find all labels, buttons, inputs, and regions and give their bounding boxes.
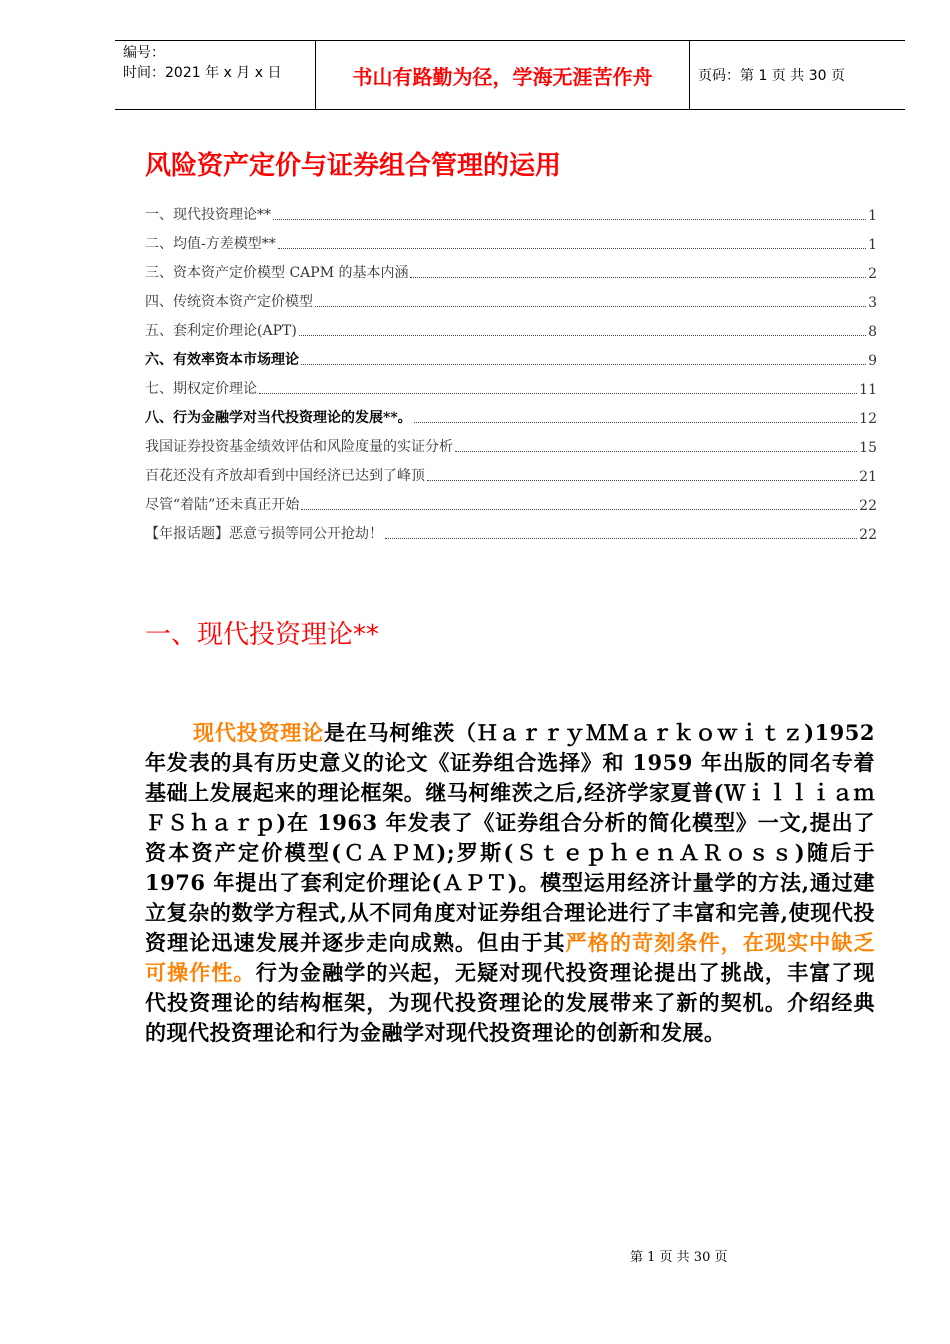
toc-item[interactable]	[145, 398, 877, 427]
header-table	[115, 40, 905, 110]
header-meta-cell	[115, 41, 316, 109]
toc-item-page: 22	[859, 527, 877, 543]
section-heading: 一、现代投资理论**	[145, 620, 380, 650]
header-motto: 书山有路勤为径，学海无涯苦作舟	[316, 41, 690, 109]
toc-item-page: 11	[859, 382, 877, 398]
toc-item-label[interactable]: 尽管“着陆”还未真正开始	[145, 497, 300, 513]
time-label: 时间：2021 年 x 月 x 日	[123, 65, 282, 81]
toc-item-page: 15	[859, 440, 877, 456]
number-label: 编号：	[123, 45, 165, 61]
toc-leader	[301, 364, 866, 365]
table-of-contents	[145, 195, 877, 543]
toc-item-label[interactable]: 一、现代投资理论**	[145, 207, 271, 223]
toc-item-page: 22	[859, 498, 877, 514]
paragraph-text: 行为金融学的兴起，无疑对现代投资理论提出了挑战，丰富了现代投资理论的结构框架，为现代投资理论的发展带来了新的契机。介绍经典的现代投资理论和行为金融学对现代投资理论的创新和发展。	[145, 960, 875, 1045]
toc-item-label[interactable]: 五、套利定价理论(APT)	[145, 323, 297, 339]
toc-item-label[interactable]: 我国证券投资基金绩效评估和风险度量的实证分析	[145, 439, 453, 455]
toc-item-page: 21	[859, 469, 877, 485]
toc-leader	[385, 538, 857, 539]
toc-item[interactable]	[145, 514, 877, 543]
toc-item-page: 8	[868, 324, 877, 340]
toc-item-page: 9	[868, 353, 877, 369]
toc-leader	[301, 509, 857, 510]
paragraph-text: 是在马柯维茨（ＨａｒｒｙＭＭａｒｋｏｗｉｔｚ)1952 年发表的具有历史意义的论文《证券组合选择》和 1959 年出版的同名专着基础上发展起来的理论框架。继马柯维茨之后,经济学家夏普(ＷｉｌｌｉａｍＦＳｈａｒｐ)在 1963 年发表了《证券组合分析的简化模型》一文,提出了资本资产定价模型(ＣＡＰＭ);罗斯(ＳｔｅｐｈｅｎＡＲｏｓｓ)随后于 1976 年提出了套利定价理论(ＡＰＴ)。模型运用经济计量学的方法,通过建立复杂的数学方程式,从不同角度对证券组合理论进行了丰富和完善,使现代投资理论迅速发展并逐步走向成熟。但由于其	[145, 720, 875, 955]
toc-leader	[259, 393, 857, 394]
toc-item[interactable]	[145, 456, 877, 485]
document-title: 风险资产定价与证券组合管理的运用	[145, 151, 562, 181]
toc-leader	[455, 451, 857, 452]
toc-item[interactable]	[145, 340, 877, 369]
toc-item-label[interactable]: 二、均值-方差模型**	[145, 236, 276, 252]
toc-leader	[427, 480, 857, 481]
toc-item[interactable]	[145, 253, 877, 282]
toc-item-label[interactable]: 四、传统资本资产定价模型	[145, 294, 313, 310]
toc-item-page: 1	[868, 208, 877, 224]
toc-leader	[299, 335, 866, 336]
toc-item[interactable]	[145, 195, 877, 224]
toc-item[interactable]	[145, 427, 877, 456]
toc-item[interactable]	[145, 224, 877, 253]
toc-item[interactable]	[145, 369, 877, 398]
toc-item-page: 1	[868, 237, 877, 253]
highlight-term: 现代投资理论	[193, 720, 324, 745]
toc-leader	[273, 219, 866, 220]
toc-item-label[interactable]: 【年报话题】恶意亏损等同公开抢劫！	[145, 526, 383, 542]
toc-leader	[315, 306, 866, 307]
toc-item-label[interactable]: 六、有效率资本市场理论	[145, 352, 299, 368]
toc-item-label[interactable]: 三、资本资产定价模型 CAPM 的基本内涵	[145, 265, 409, 281]
header-page-info: 页码：第 1 页 共 30 页	[698, 68, 845, 84]
highlight-phrase: 严格的苛刻条件，在现实中缺乏可操作性。	[145, 930, 875, 985]
toc-leader	[414, 422, 858, 423]
toc-item-label[interactable]: 八、行为金融学对当代投资理论的发展**。	[145, 410, 412, 426]
toc-item-page: 3	[868, 295, 877, 311]
body-paragraph	[145, 718, 875, 1048]
toc-leader	[278, 248, 866, 249]
toc-item-label[interactable]: 百花还没有齐放却看到中国经济已达到了峰顶	[145, 468, 425, 484]
toc-item-page: 2	[868, 266, 877, 282]
toc-leader	[410, 277, 866, 278]
page-footer: 第 1 页 共 30 页	[630, 1250, 728, 1265]
toc-item-label[interactable]: 七、期权定价理论	[145, 381, 257, 397]
toc-item[interactable]	[145, 282, 877, 311]
toc-item-page: 12	[859, 411, 877, 427]
toc-item[interactable]	[145, 485, 877, 514]
toc-item[interactable]	[145, 311, 877, 340]
